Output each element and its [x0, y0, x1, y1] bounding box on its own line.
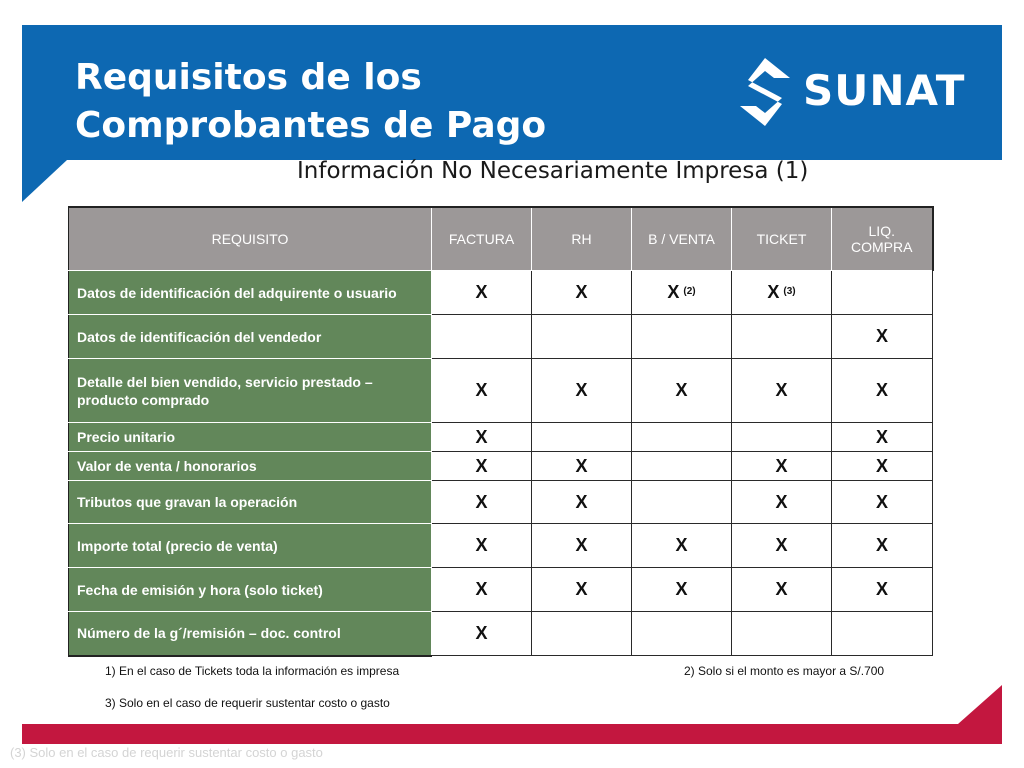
cell-rh: [532, 612, 632, 656]
cell-rh: X: [532, 481, 632, 524]
table-row: [69, 452, 933, 481]
cell-liq: X: [832, 315, 933, 359]
cell-bventa: [632, 612, 732, 656]
table-row: [69, 359, 933, 423]
cell-factura: [432, 315, 532, 359]
cell-ticket: X: [732, 481, 832, 524]
title-line-2: Comprobantes de Pago: [75, 105, 547, 146]
ghost-footnote: (3) Solo en el caso de requerir sustentar costo o gasto: [10, 745, 323, 760]
cell-rh: X: [532, 271, 632, 315]
slide-title: [75, 54, 546, 150]
cell-factura: X: [432, 271, 532, 315]
row-label: Fecha de emisión y hora (solo ticket): [69, 568, 432, 612]
cell-bventa: [632, 271, 732, 315]
cell-rh: [532, 423, 632, 452]
cell-liq: X: [832, 423, 933, 452]
cell-ticket: X: [732, 568, 832, 612]
row-label: Valor de venta / honorarios: [69, 452, 432, 481]
cell-bventa: X: [632, 568, 732, 612]
footnote-1: 1) En el caso de Tickets toda la información es impresa: [105, 664, 400, 678]
cell-factura: X: [432, 481, 532, 524]
cell-rh: X: [532, 452, 632, 481]
cell-bventa: [632, 423, 732, 452]
row-label: Tributos que gravan la operación: [69, 481, 432, 524]
col-header-requisito: REQUISITO: [69, 207, 432, 271]
cell-rh: X: [532, 359, 632, 423]
cell-bventa: [632, 315, 732, 359]
cell-liq: [832, 612, 933, 656]
table-header-row: [69, 207, 933, 271]
footnote-3: 3) Solo en el caso de requerir sustentar costo o gasto: [105, 696, 390, 710]
table-row: [69, 315, 933, 359]
row-label: Datos de identificación del adquirente o usuario: [69, 271, 432, 315]
cell-liq: X: [832, 481, 933, 524]
cell-bventa: X: [632, 359, 732, 423]
table-row: [69, 524, 933, 568]
row-label: Precio unitario: [69, 423, 432, 452]
cell-liq: X: [832, 359, 933, 423]
row-label: Datos de identificación del vendedor: [69, 315, 432, 359]
title-line-1: Requisitos de los: [75, 57, 422, 98]
col-header-ticket: TICKET: [732, 207, 832, 271]
cell-bventa: [632, 481, 732, 524]
cell-factura: X: [432, 568, 532, 612]
cell-bventa: [632, 452, 732, 481]
cell-ticket: X: [732, 452, 832, 481]
cell-factura: X: [432, 612, 532, 656]
table-row: [69, 481, 933, 524]
cell-rh: [532, 315, 632, 359]
table-row: [69, 271, 933, 315]
cell-ticket: [732, 612, 832, 656]
banner-fold: [22, 160, 67, 202]
cell-factura: X: [432, 524, 532, 568]
cell-liq: X: [832, 452, 933, 481]
logo-text: SUNAT: [803, 66, 966, 115]
cell-bventa-mark: X: [667, 282, 680, 302]
footer-bar: [22, 724, 1002, 744]
cell-bventa: X: [632, 524, 732, 568]
sunat-logo-icon: [730, 56, 800, 128]
table-row: [69, 568, 933, 612]
col-header-rh: RH: [532, 207, 632, 271]
col-header-factura: FACTURA: [432, 207, 532, 271]
col-header-liq-compra: LIQ. COMPRA: [832, 207, 933, 271]
cell-liq: [832, 271, 933, 315]
cell-liq: X: [832, 524, 933, 568]
requirements-table: [68, 206, 934, 657]
cell-ticket-mark: X: [767, 282, 780, 302]
row-label: Detalle del bien vendido, servicio prestado – producto comprado: [69, 359, 432, 423]
cell-ticket: [732, 271, 832, 315]
footnote-2: 2) Solo si el monto es mayor a S/.700: [684, 664, 885, 678]
table-row: [69, 423, 933, 452]
col-header-bventa: B / VENTA: [632, 207, 732, 271]
bventa-footnote: (2): [683, 286, 696, 297]
slide-subtitle: Información No Necesariamente Impresa (1): [297, 158, 809, 184]
cell-ticket: X: [732, 524, 832, 568]
table-row: [69, 612, 933, 656]
cell-ticket: X: [732, 359, 832, 423]
cell-factura: X: [432, 423, 532, 452]
sunat-logo: [730, 56, 975, 128]
ticket-footnote: (3): [783, 286, 796, 297]
cell-factura: X: [432, 359, 532, 423]
row-label: Importe total (precio de venta): [69, 524, 432, 568]
cell-liq: X: [832, 568, 933, 612]
cell-rh: X: [532, 524, 632, 568]
cell-rh: X: [532, 568, 632, 612]
row-label: Número de la g´/remisión – doc. control: [69, 612, 432, 656]
footer-fold: [958, 685, 1002, 724]
cell-ticket: [732, 423, 832, 452]
cell-ticket: [732, 315, 832, 359]
cell-factura: X: [432, 452, 532, 481]
